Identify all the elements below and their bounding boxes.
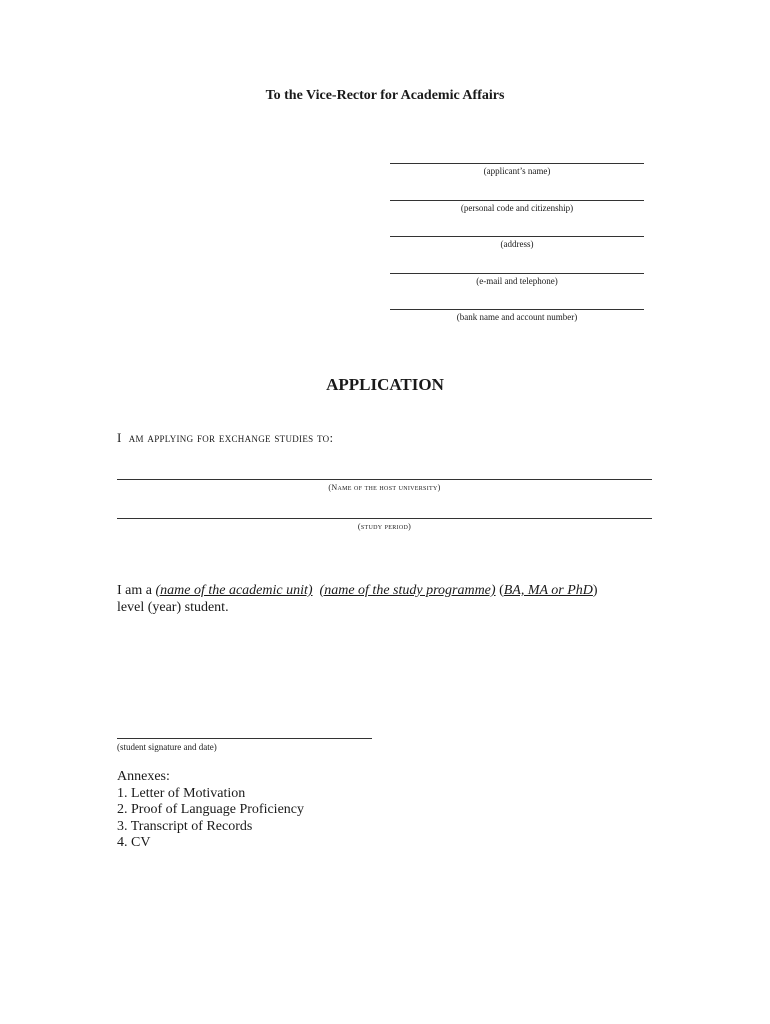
bank-account-caption: (bank name and account number) bbox=[456, 312, 578, 322]
annex-item: 4. CV bbox=[117, 835, 151, 850]
degree-close: ) bbox=[592, 583, 598, 598]
statement-prefix: I am a bbox=[117, 583, 156, 598]
address-caption: (address) bbox=[500, 239, 534, 249]
statement-suffix: level (year) student. bbox=[117, 600, 229, 615]
degree-open: ( bbox=[495, 583, 504, 598]
applicant-name-line[interactable] bbox=[390, 163, 644, 164]
personal-code-line[interactable] bbox=[390, 200, 644, 201]
addressee-heading: To the Vice-Rector for Academic Affairs bbox=[265, 88, 505, 103]
applicant-name-caption: (applicant’s name) bbox=[483, 166, 551, 176]
signature-caption: (student signature and date) bbox=[117, 742, 217, 752]
personal-code-caption: (personal code and citizenship) bbox=[460, 203, 574, 213]
annex-item: 3. Transcript of Records bbox=[117, 818, 253, 834]
apply-intro bbox=[117, 430, 333, 446]
host-university-line[interactable] bbox=[117, 479, 652, 480]
study-programme-field[interactable]: (name of the study programme) bbox=[319, 583, 496, 598]
academic-unit-field[interactable]: (name of the academic unit) bbox=[155, 583, 313, 598]
annex-item: 2. Proof of Language Proficiency bbox=[117, 802, 304, 817]
host-university-caption: (Name of the host university) bbox=[328, 483, 441, 492]
address-line[interactable] bbox=[390, 236, 644, 237]
annexes-list bbox=[117, 769, 304, 852]
apply-intro-rest: am applying for exchange studies to: bbox=[128, 430, 334, 445]
email-telephone-line[interactable] bbox=[390, 273, 644, 274]
document-title: APPLICATION bbox=[326, 375, 444, 394]
annexes-heading: Annexes: bbox=[117, 769, 170, 784]
degree-field[interactable]: BA, MA or PhD bbox=[503, 583, 593, 598]
bank-account-line[interactable] bbox=[390, 309, 644, 310]
student-statement bbox=[117, 582, 657, 616]
apply-intro-first: I bbox=[117, 430, 122, 445]
study-period-caption: (study period) bbox=[357, 522, 412, 531]
study-period-line[interactable] bbox=[117, 518, 652, 519]
signature-line[interactable] bbox=[117, 738, 372, 739]
email-telephone-caption: (e-mail and telephone) bbox=[476, 276, 558, 286]
annex-item: 1. Letter of Motivation bbox=[117, 785, 246, 801]
